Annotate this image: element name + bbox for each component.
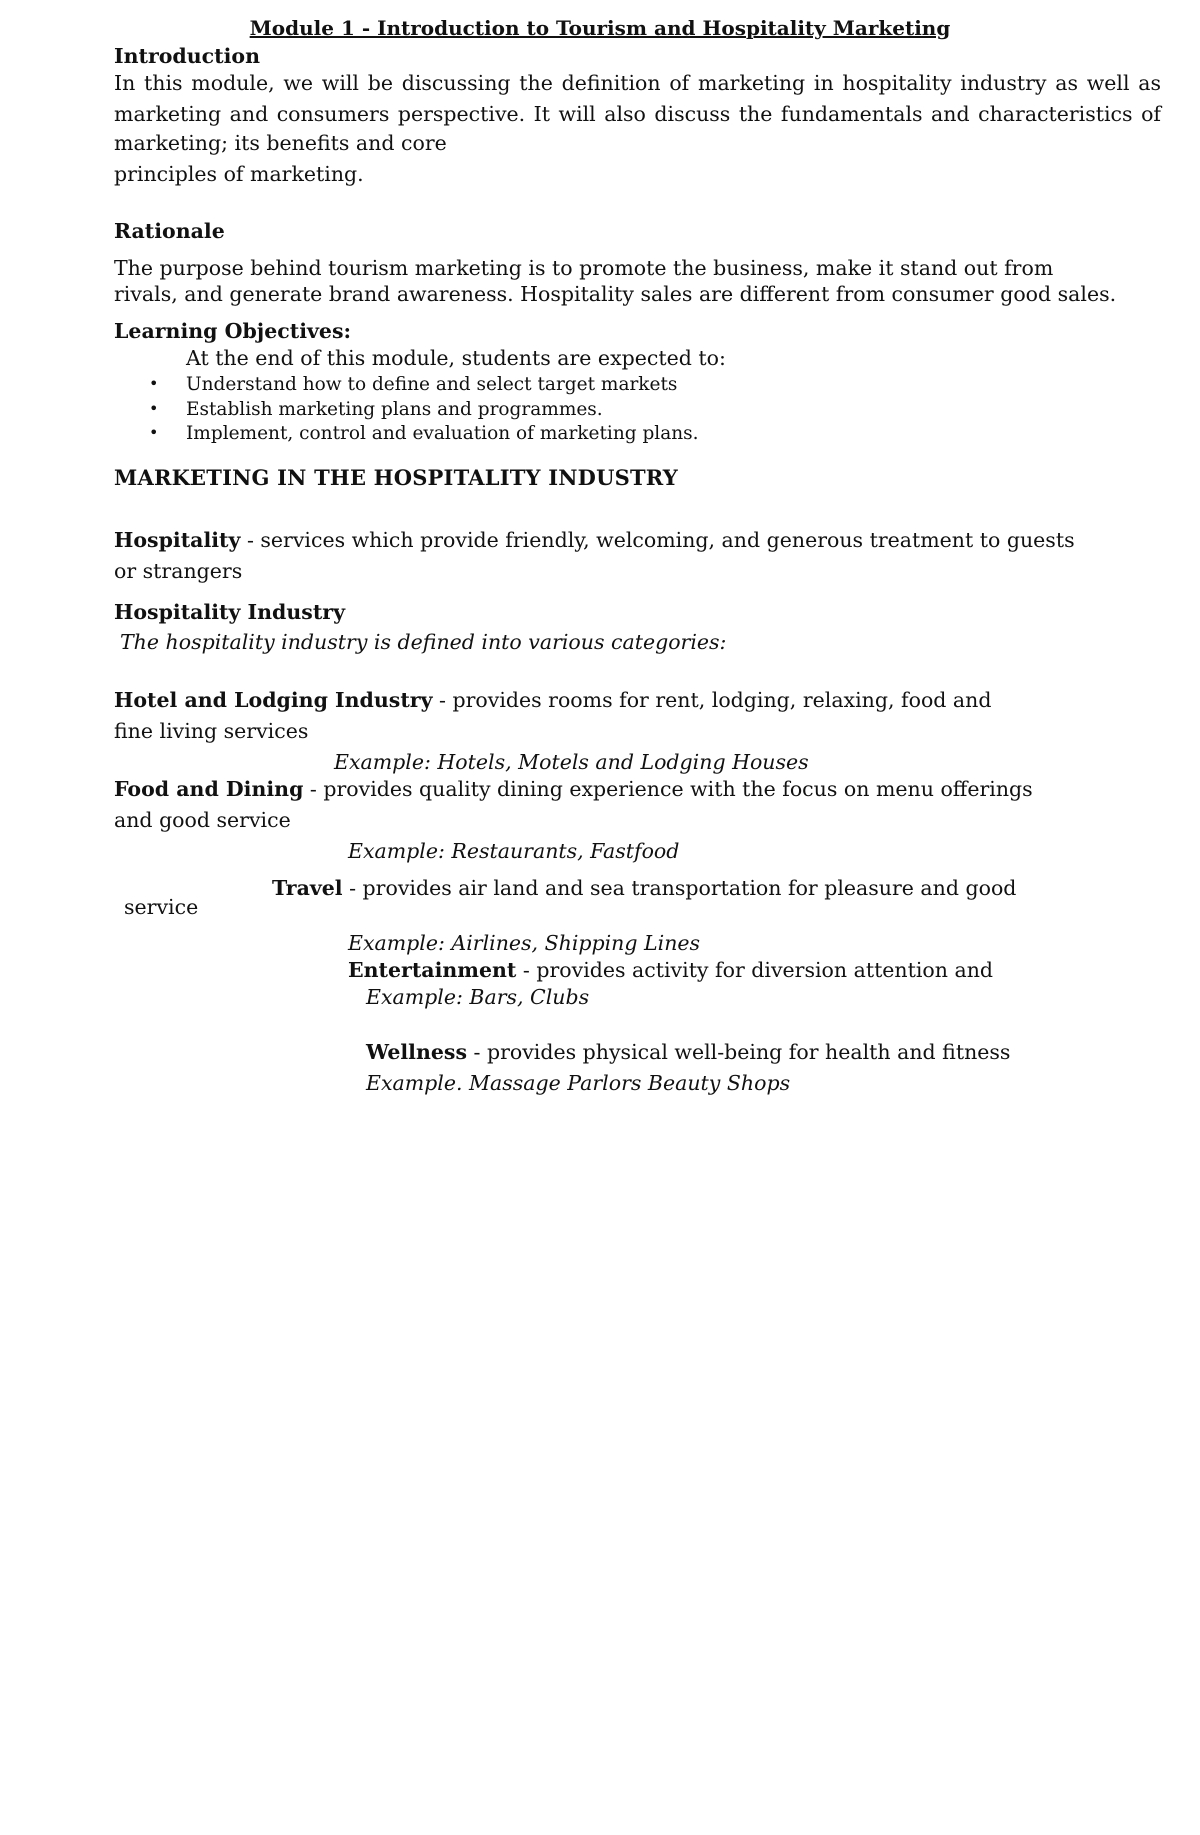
rationale-line-2: rivals, and generate brand awareness. Hospitality sales are different from consumer good sales. (114, 282, 1117, 306)
wellness-example: Example. Massage Parlors Beauty Shops (366, 1071, 791, 1095)
objectives-lead: At the end of this module, students are expected to: (186, 346, 726, 370)
food-def-line-2: and good service (114, 808, 291, 832)
objective-item-1: Understand how to define and select target markets (186, 374, 678, 395)
intro-line-1: In this module, we will be discussing the definition of marketing in hospitality industry as well as (114, 71, 1161, 95)
food-example: Example: Restaurants, Fastfood (348, 839, 680, 863)
intro-line-2: marketing and consumers perspective. It will also discuss the fundamentals and characteristics of (114, 102, 1161, 126)
wellness-term: Wellness (366, 1040, 467, 1064)
intro-line-3: marketing; its benefits and core (114, 131, 447, 155)
hotel-def-text: - provides rooms for rent, lodging, relaxing, food and (432, 688, 992, 712)
hospitality-def-line-2: or strangers (114, 559, 243, 583)
hospitality-definition (114, 527, 1075, 553)
travel-term: Travel (272, 876, 343, 900)
industry-lead: The hospitality industry is defined into various categories: (120, 630, 727, 654)
bullet-3-icon: • (149, 423, 159, 442)
objectives-heading: Learning Objectives: (114, 319, 352, 343)
hotel-term: Hotel and Lodging Industry (114, 688, 433, 712)
entertainment-def-text: - provides activity for diversion attention and (516, 958, 994, 982)
food-def-text: - provides quality dining experience with the focus on menu offerings (303, 777, 1033, 801)
hospitality-def-text: - services which provide friendly, welcoming, and generous treatment to guests (240, 528, 1075, 552)
hotel-def-line-2: fine living services (114, 719, 309, 743)
travel-def-text: - provides air land and sea transportation for pleasure and good (342, 876, 1017, 900)
module-title: Module 1 - Introduction to Tourism and Hospitality Marketing (249, 16, 951, 40)
objective-item-2: Establish marketing plans and programmes. (186, 399, 603, 420)
bullet-2-icon: • (149, 399, 159, 418)
wellness-def-text: - provides physical well-being for health and fitness (467, 1040, 1011, 1064)
hotel-definition (114, 687, 991, 713)
intro-line-4: principles of marketing. (114, 162, 364, 186)
entertainment-definition (348, 957, 993, 983)
travel-def-line-2: service (124, 895, 199, 919)
entertainment-term: Entertainment (348, 958, 517, 982)
food-definition (114, 776, 1033, 802)
travel-example: Example: Airlines, Shipping Lines (348, 931, 701, 955)
objective-item-3: Implement, control and evaluation of marketing plans. (186, 423, 699, 444)
rationale-line-1: The purpose behind tourism marketing is to promote the business, make it stand out from (114, 256, 1054, 280)
wellness-definition (366, 1039, 1010, 1065)
food-term: Food and Dining (114, 777, 304, 801)
entertainment-example: Example: Bars, Clubs (366, 985, 590, 1009)
bullet-1-icon: • (149, 374, 159, 393)
rationale-heading: Rationale (114, 219, 225, 243)
introduction-heading: Introduction (114, 44, 260, 68)
travel-definition (272, 875, 1016, 901)
hospitality-term: Hospitality (114, 528, 241, 552)
section-heading: MARKETING IN THE HOSPITALITY INDUSTRY (114, 465, 678, 490)
hotel-example: Example: Hotels, Motels and Lodging Houses (334, 750, 809, 774)
industry-heading: Hospitality Industry (114, 600, 346, 624)
